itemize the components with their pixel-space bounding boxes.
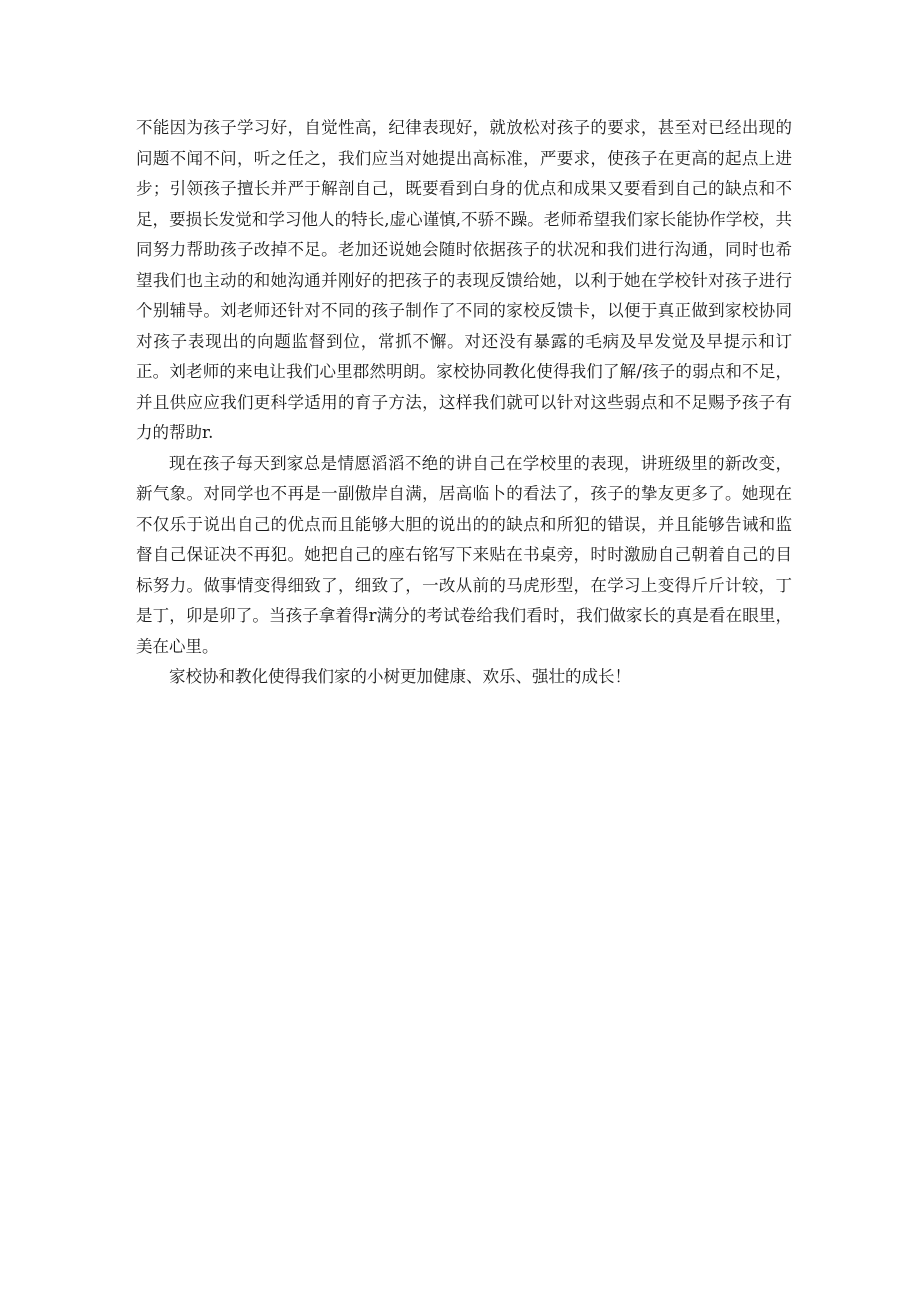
document-body — [136, 113, 792, 693]
paragraph-1: 不能因为孩子学习好，自觉性高，纪律表现好，就放松对孩子的要求，甚至对已经出现的问题不闻不问，听之任之，我们应当对她提出高标准，严要求，使孩子在更高的起点上进步；引领孩子擅长并严于解剖自己，既要看到白身的优点和成果又要看到自己的缺点和不足，要损长发觉和学习他人的特长,虚心谨慎,不骄不躁。老师希望我们家长能协作学校，共同努力帮助孩子改掉不足。老加还说她会随时依据孩子的状况和我们进行沟通，同时也希望我们也主动的和她沟通并刚好的把孩子的表现反馈给她，以利于她在学校针对孩子进行个别辅导。刘老师还针对不同的孩子制作了不同的家校反馈卡，以便于真正做到家校协同对孩子表现出的向题监督到位，常抓不懈。对还没有暴露的毛病及早发觉及早提示和订正。刘老师的来电让我们心里郡然明朗。家校协同教化使得我们了解/孩子的弱点和不足，并且供应应我们更科学适用的育子方法，这样我们就可以针对这些弱点和不足赐予孩子有力的帮助r. — [136, 118, 792, 442]
paragraph-3: 家校协和教化使得我们家的小树更加健康、欢乐、强壮的成长！ — [169, 667, 631, 686]
paragraph-2: 现在孩子每天到家总是情愿滔滔不绝的讲自己在学校里的表现，讲班级里的新改变，新气象。对同学也不再是一副傲岸自满，居高临卜的看法了，孩子的挚友更多了。她现在不仅乐于说出自己的优点而且能够大胆的说出的的缺点和所犯的错误，并且能够告诫和监督自己保证决不再犯。她把自己的座右铭写下来贴在书桌旁，时时激励自己朝着自己的目标努力。做事情变得细致了，细致了，一改从前的马虎形型，在学习上变得斤斤计较，丁是丁，卯是卯了。当孩子拿着得r满分的考试卷给我们看时，我们做家长的真是看在眼里，美在心里。 — [136, 453, 792, 656]
